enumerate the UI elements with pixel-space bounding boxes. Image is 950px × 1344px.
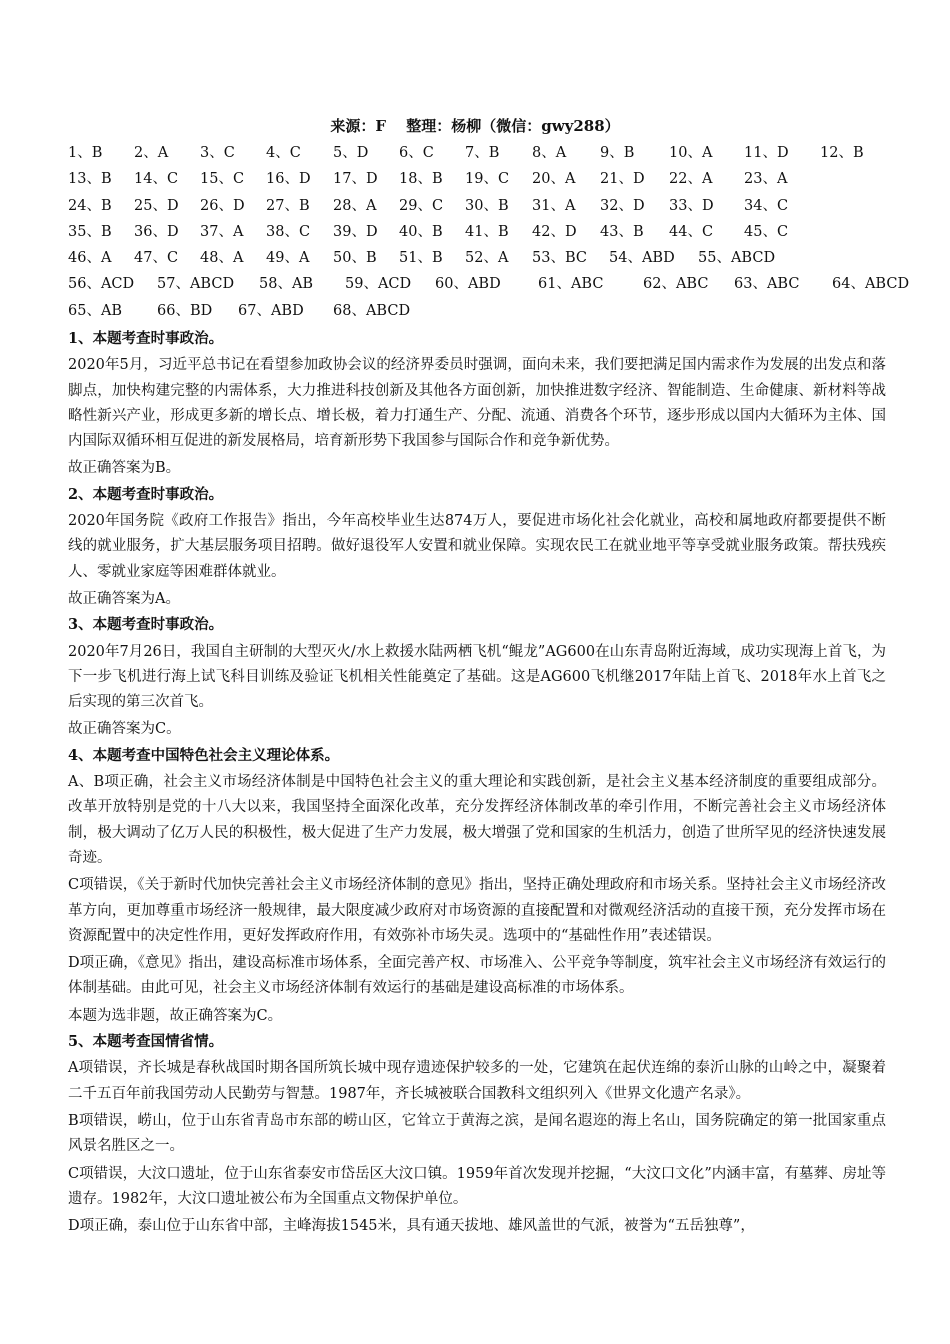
answer-cell: 39、D — [333, 223, 378, 240]
answer-cell: 60、ABD — [435, 276, 501, 293]
answer-cell: 23、A — [744, 171, 788, 188]
explanation-paragraph: 2020年国务院《政府工作报告》指出，今年高校毕业生达874万人，要促进市场化社会化就业，高校和属地政府都要提供不断线的就业服务，扩大基层服务项目招聘。做好退役军人安置和就业保障。实现农民工在就业地平等享受就业服务政策。帮扶残疾人、零就业家庭等困难群体就业。 — [68, 513, 886, 580]
answer-cell: 54、ABD — [609, 250, 675, 267]
answer-cell: 55、ABCD — [698, 250, 776, 267]
answer-cell: 61、ABC — [538, 276, 604, 293]
explanation-paragraph: 故正确答案为A。 — [68, 590, 180, 607]
answer-cell: 29、C — [399, 197, 444, 214]
explanation-paragraph: D项正确，泰山位于山东省中部，主峰海拔1545米，具有通天拔地、雄风盖世的气派，被誉为“五岳独尊”， — [68, 1218, 755, 1235]
answer-cell: 47、C — [134, 250, 179, 267]
answer-cell: 33、D — [669, 197, 714, 214]
answer-cell: 11、D — [744, 145, 789, 161]
explanation-paragraph: A、B项正确，社会主义市场经济体制是中国特色社会主义的重大理论和实践创新，是社会主义基本经济制度的重要组成部分。改革开放特别是党的十八大以来，我国坚持全面深化改革，充分发挥经济体制改革的牵引作用，不断完善社会主义市场经济体制，极大调动了亿万人民的积极性，极大促进了生产力发展，极大增强了党和国家的生机活力，创造了世所罕见的经济快速发展奇迹。 — [68, 774, 886, 866]
explanation-paragraph: C项错误，《关于新时代加快完善社会主义市场经济体制的意见》指出，坚持正确处理政府和市场关系。坚持社会主义市场经济改革方向，更加尊重市场经济一般规律，最大限度减少政府对市场资源的直接配置和对微观经济活动的直接干预，充分发挥市场在资源配置中的决定性作用，更好发挥政府作用，有效弥补市场失灵。选项中的“基础性作用”表述错误。 — [68, 877, 886, 944]
explanation-paragraph: B项错误，崂山，位于山东省青岛市东部的崂山区，它耸立于黄海之滨，是闻名遐迩的海上名山，国务院确定的第一批国家重点风景名胜区之一。 — [68, 1112, 886, 1155]
explanation-paragraph: A项错误，齐长城是春秋战国时期各国所筑长城中现存遗迹保护较多的一处，它建筑在起伏连绵的泰沂山脉的山岭之中，凝聚着二千五百年前我国劳动人民勤劳与智慧。1987年，齐长城被联合国教科文组织列入《世界文化遗产名录》。 — [68, 1060, 886, 1102]
answer-cell: 34、C — [744, 197, 789, 214]
answer-cell: 35、B — [68, 223, 112, 240]
answer-cell: 15、C — [200, 171, 245, 188]
answer-cell: 25、D — [134, 197, 179, 214]
answer-cell: 3、C — [200, 145, 235, 161]
answer-cell: 51、B — [399, 250, 443, 267]
answer-cell: 21、D — [600, 171, 645, 188]
answer-cell: 38、C — [266, 223, 311, 240]
answer-cell: 14、C — [134, 171, 179, 188]
question-heading: 5、本题考查国情省情。 — [68, 1033, 224, 1051]
answer-cell: 37、A — [200, 223, 244, 240]
explanation-paragraph: 2020年5月，习近平总书记在看望参加政协会议的经济界委员时强调，面向未来，我们要把满足国内需求作为发展的出发点和落脚点，加快构建完整的内需体系，大力推进科技创新及其他各方面创新，加快推进数字经济、智能制造、生命健康、新材料等战略性新兴产业，形成更多新的增长点、增长极，着力打通生产、分配、流通、消费各个环节，逐步形成以国内大循环为主体、国内国际双循环相互促进的新发展格局，培育新形势下我国参与国际合作和竞争新优势。 — [68, 357, 886, 450]
answer-cell: 41、B — [465, 223, 509, 240]
answer-row — [68, 221, 898, 247]
answer-cell: 49、A — [266, 250, 310, 267]
answer-cell: 36、D — [134, 223, 179, 240]
answer-cell: 42、D — [532, 223, 577, 240]
answer-cell: 62、ABC — [643, 276, 709, 293]
answer-cell: 30、B — [465, 197, 509, 214]
answer-cell: 52、A — [465, 250, 509, 267]
question-heading: 3、本题考查时事政治。 — [68, 616, 224, 634]
answer-cell: 50、B — [333, 250, 377, 267]
answer-cell: 26、D — [200, 197, 245, 214]
answer-cell: 16、D — [266, 171, 311, 188]
answer-cell: 17、D — [333, 171, 378, 188]
answer-row — [68, 142, 898, 168]
answer-cell: 31、A — [532, 197, 576, 214]
answer-cell: 67、ABD — [238, 302, 304, 319]
answer-cell: 32、D — [600, 197, 645, 214]
answer-cell: 68、ABCD — [333, 302, 411, 319]
answer-cell: 63、ABC — [734, 276, 800, 293]
answer-cell: 13、B — [68, 171, 112, 188]
answer-cell: 45、C — [744, 223, 789, 240]
answer-cell: 64、ABCD — [832, 276, 910, 293]
answer-cell: 19、C — [465, 171, 510, 188]
question-heading: 4、本题考查中国特色社会主义理论体系。 — [68, 746, 340, 764]
answer-cell: 28、A — [333, 197, 377, 214]
answer-row — [68, 300, 898, 326]
answer-cell: 44、C — [669, 223, 714, 240]
explanation-paragraph: 2020年7月26日，我国自主研制的大型灭火/水上救援水陆两栖飞机“鲲龙”AG600在山东青岛附近海域，成功实现海上首飞，为下一步飞机进行海上试飞科目训练及验证飞机相关性能奠定了基础。这是AG600飞机继2017年陆上首飞、2018年水上首飞之后实现的第三次首飞。 — [68, 643, 886, 711]
answer-cell: 40、B — [399, 223, 443, 240]
answer-cell: 56、ACD — [68, 276, 135, 293]
explanation-paragraph: 故正确答案为C。 — [68, 721, 181, 738]
answer-row — [68, 247, 898, 273]
answer-cell: 8、A — [532, 145, 567, 161]
explanations — [68, 326, 886, 1239]
answer-cell: 2、A — [134, 145, 169, 161]
answer-cell: 66、BD — [157, 302, 213, 319]
answer-cell: 24、B — [68, 197, 112, 214]
answer-cell: 10、A — [669, 145, 713, 161]
explanation-paragraph: C项错误，大汶口遗址，位于山东省泰安市岱岳区大汶口镇。1959年首次发现并挖掘，“大汶口文化”内涵丰富，有墓葬、房址等遗存。1982年，大汶口遗址被公布为全国重点文物保护单位。 — [68, 1165, 886, 1207]
explanation-paragraph: D项正确，《意见》指出，建设高标准市场体系，全面完善产权、市场准入、公平竞争等制度，筑牢社会主义市场经济有效运行的体制基础。由此可见，社会主义市场经济体制有效运行的基础是建设高标准的市场体系。 — [68, 955, 886, 997]
answer-row — [68, 195, 898, 221]
explanation-paragraph: 本题为选非题，故正确答案为C。 — [68, 1007, 283, 1024]
answer-cell: 5、D — [333, 145, 369, 161]
question-heading: 2、本题考查时事政治。 — [68, 485, 224, 503]
answer-cell: 57、ABCD — [157, 276, 235, 293]
answer-cell: 65、AB — [68, 302, 123, 319]
answer-row — [68, 168, 898, 194]
explanation-paragraph: 故正确答案为B。 — [68, 460, 181, 477]
answer-cell: 59、ACD — [345, 276, 412, 293]
answer-cell: 18、B — [399, 171, 443, 188]
answer-row — [68, 273, 910, 299]
answer-cell: 1、B — [68, 145, 103, 161]
answer-cell: 20、A — [532, 171, 576, 188]
answer-cell: 9、B — [600, 145, 635, 161]
answer-cell: 12、B — [820, 145, 864, 161]
answer-cell: 6、C — [399, 145, 434, 161]
answer-cell: 53、BC — [532, 250, 587, 267]
answer-cell: 22、A — [669, 171, 713, 188]
answer-cell: 58、AB — [259, 276, 314, 293]
answer-key — [68, 142, 910, 326]
answer-cell: 27、B — [266, 197, 310, 214]
answer-cell: 4、C — [266, 145, 301, 161]
question-heading: 1、本题考查时事政治。 — [68, 330, 224, 347]
page-header: 来源：F 整理：杨柳（微信：gwy288） — [330, 117, 620, 135]
answer-cell: 43、B — [600, 223, 644, 240]
answer-cell: 48、A — [200, 250, 244, 267]
answer-cell: 7、B — [465, 145, 500, 161]
answer-cell: 46、A — [68, 250, 112, 267]
